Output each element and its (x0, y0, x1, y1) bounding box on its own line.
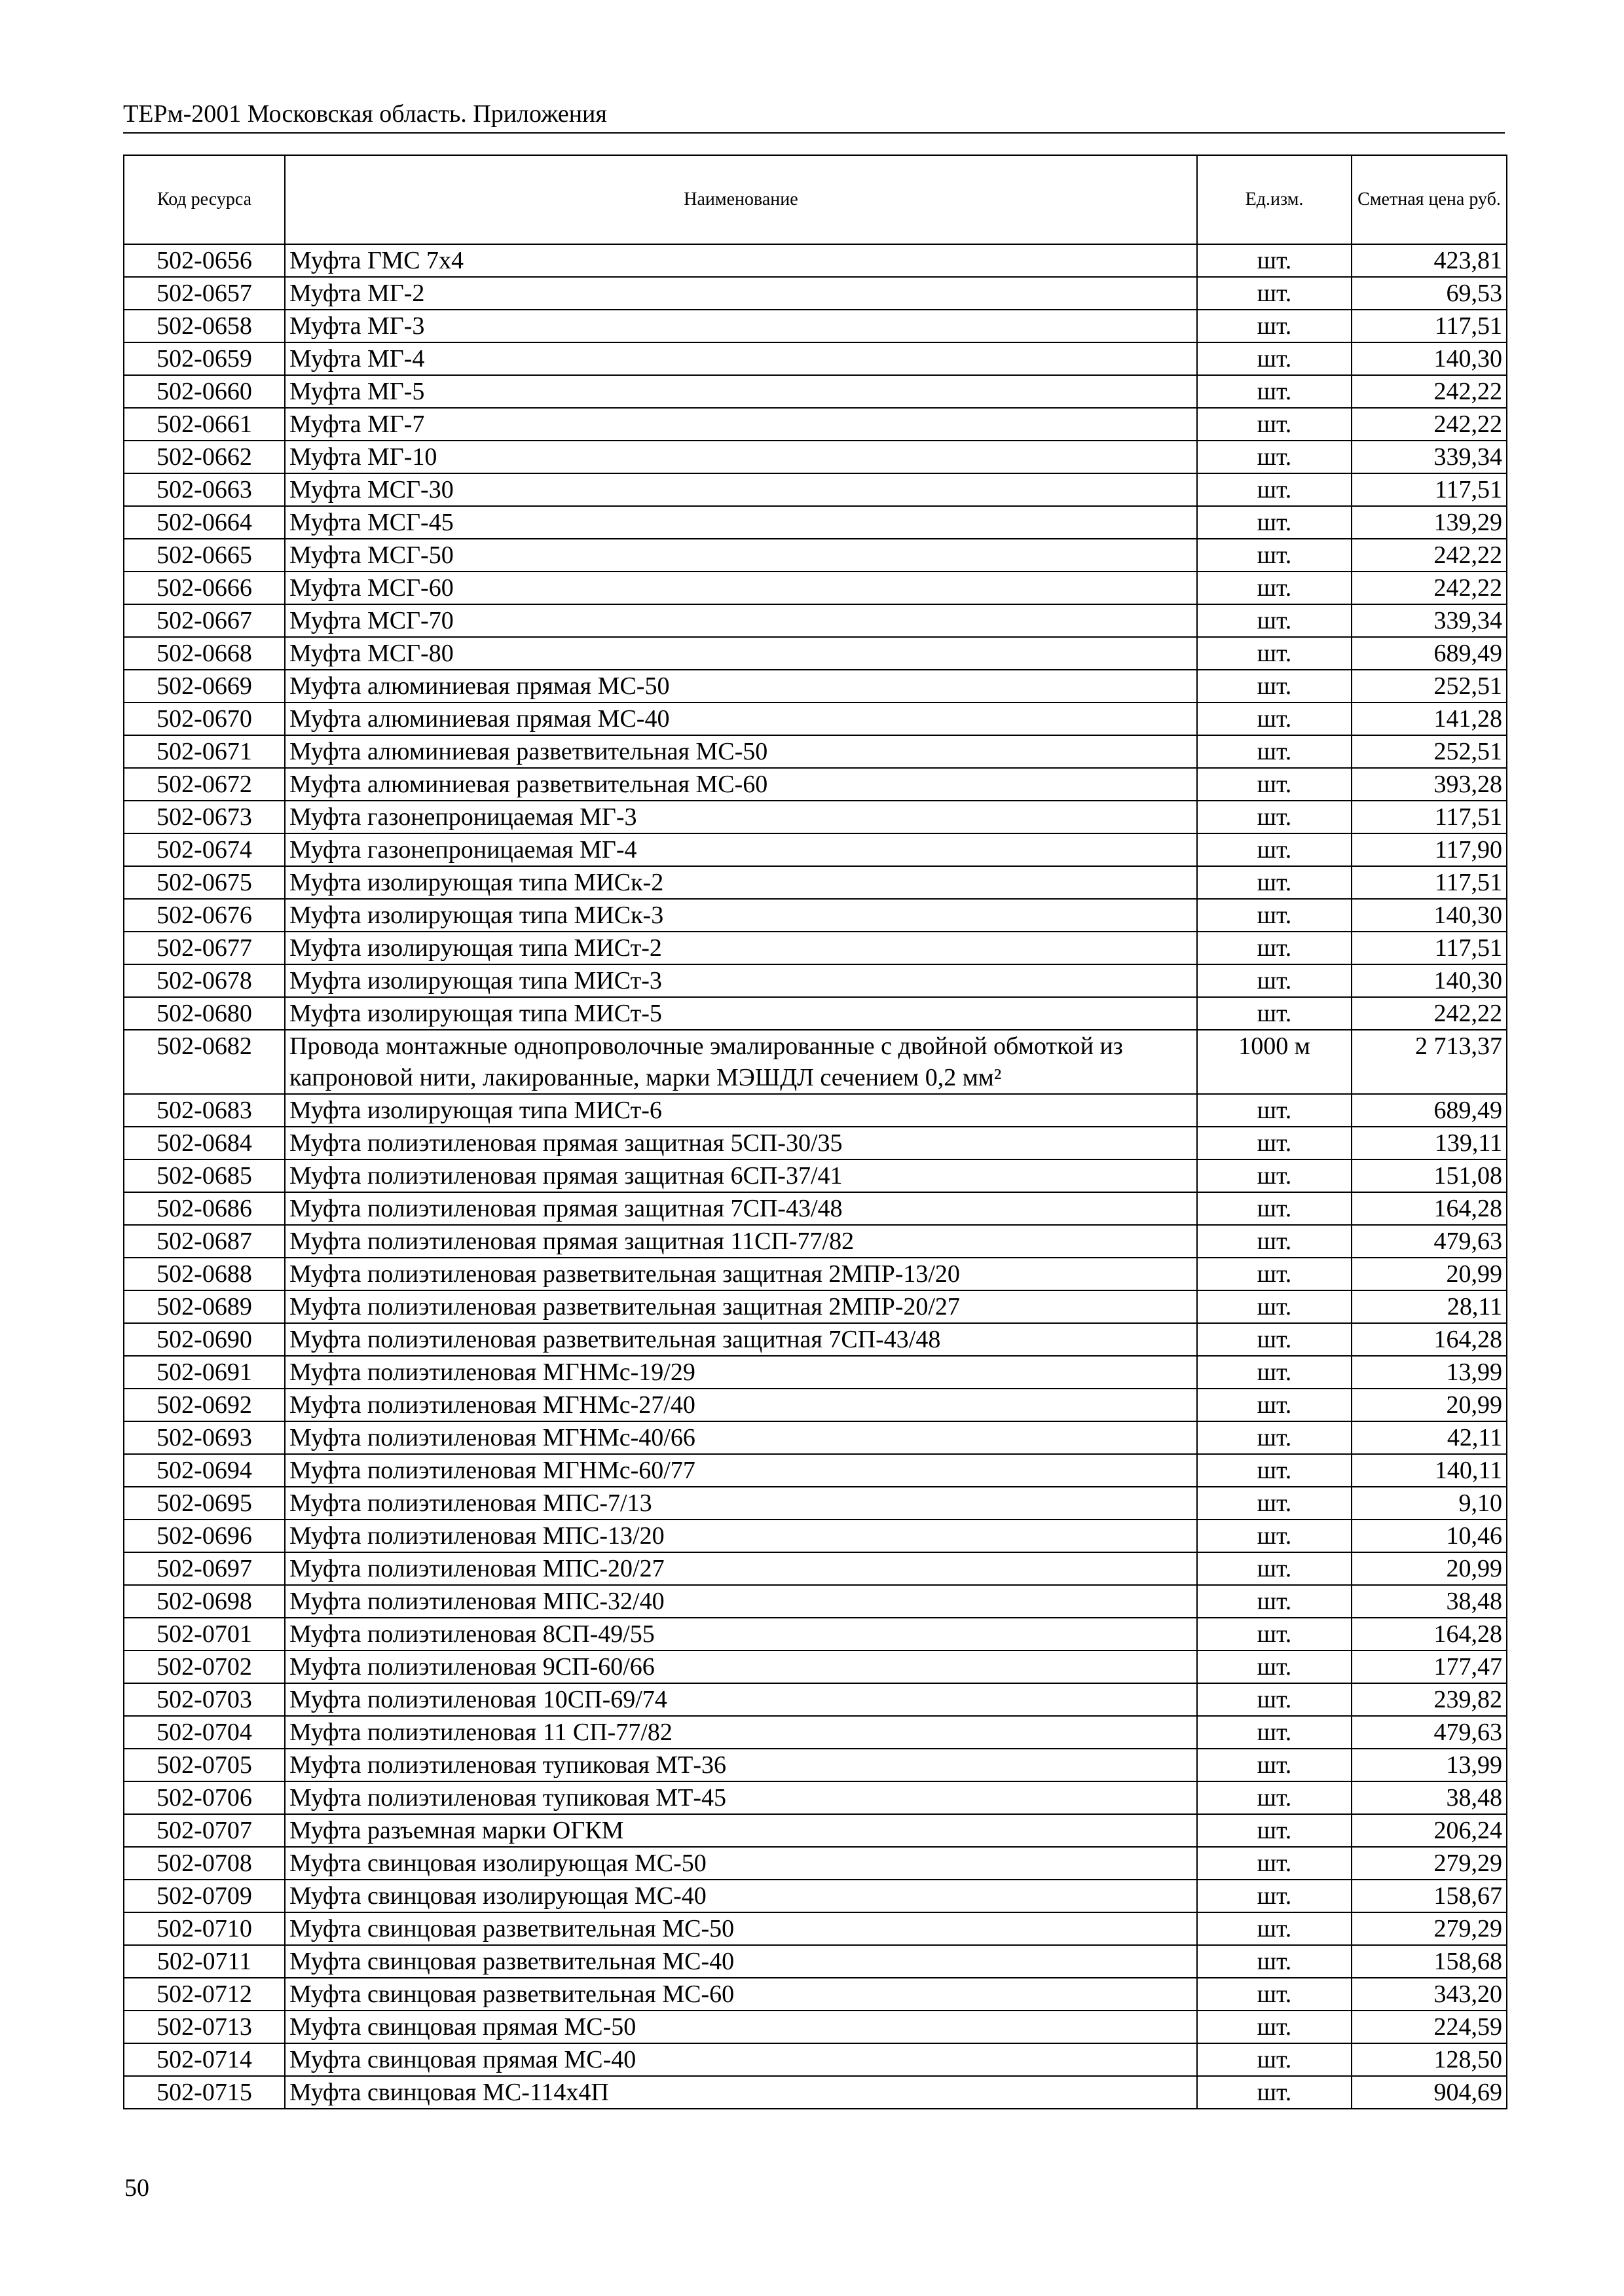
cell-name: Муфта газонепроницаемая МГ-3 (285, 801, 1197, 833)
cell-code: 502-0706 (124, 1781, 285, 1814)
cell-code: 502-0670 (124, 702, 285, 735)
cell-name: Муфта МГ-5 (285, 375, 1197, 408)
cell-unit: шт. (1197, 408, 1352, 441)
cell-price: 224,59 (1352, 2011, 1507, 2043)
cell-name: Муфта полиэтиленовая МГНМс-27/40 (285, 1389, 1197, 1421)
cell-name: Муфта полиэтиленовая разветвительная защитная 7СП-43/48 (285, 1323, 1197, 1356)
cell-code: 502-0691 (124, 1356, 285, 1389)
cell-code: 502-0701 (124, 1618, 285, 1650)
column-header-code: Код ресурса (124, 155, 285, 244)
table-row (124, 604, 1507, 637)
table-row (124, 768, 1507, 801)
cell-code: 502-0712 (124, 1978, 285, 2011)
cell-code: 502-0714 (124, 2043, 285, 2076)
cell-unit: шт. (1197, 670, 1352, 702)
table-row (124, 244, 1507, 277)
cell-price: 117,51 (1352, 866, 1507, 899)
table-header-row (124, 155, 1507, 244)
table-row (124, 2011, 1507, 2043)
cell-unit: шт. (1197, 1258, 1352, 1290)
cell-code: 502-0710 (124, 1912, 285, 1945)
cell-name: Муфта ГМС 7х4 (285, 244, 1197, 277)
cell-price: 38,48 (1352, 1781, 1507, 1814)
cell-name: Муфта полиэтиленовая МГНМс-19/29 (285, 1356, 1197, 1389)
table-row (124, 1880, 1507, 1912)
cell-price: 479,63 (1352, 1225, 1507, 1258)
cell-unit: шт. (1197, 899, 1352, 932)
cell-unit: шт. (1197, 866, 1352, 899)
cell-code: 502-0682 (124, 1030, 285, 1094)
cell-price: 117,51 (1352, 473, 1507, 506)
cell-unit: шт. (1197, 1847, 1352, 1880)
cell-name: Муфта МГ-3 (285, 310, 1197, 342)
cell-code: 502-0702 (124, 1650, 285, 1683)
cell-name: Муфта полиэтиленовая прямая защитная 7СП-43/48 (285, 1192, 1197, 1225)
table-row (124, 1912, 1507, 1945)
cell-price: 158,67 (1352, 1880, 1507, 1912)
cell-unit: шт. (1197, 539, 1352, 572)
cell-price: 393,28 (1352, 768, 1507, 801)
cell-name: Муфта изолирующая типа МИСт-2 (285, 932, 1197, 964)
cell-name: Муфта полиэтиленовая МПС-7/13 (285, 1487, 1197, 1520)
table-row (124, 1520, 1507, 1552)
table-row (124, 1683, 1507, 1716)
cell-unit: шт. (1197, 1356, 1352, 1389)
cell-code: 502-0685 (124, 1159, 285, 1192)
table-row (124, 866, 1507, 899)
table-row (124, 801, 1507, 833)
page-header (123, 98, 1505, 134)
cell-code: 502-0669 (124, 670, 285, 702)
cell-code: 502-0674 (124, 833, 285, 866)
cell-unit: шт. (1197, 1159, 1352, 1192)
cell-name: Муфта МГ-7 (285, 408, 1197, 441)
cell-name: Муфта полиэтиленовая 11 СП-77/82 (285, 1716, 1197, 1749)
cell-unit: шт. (1197, 1487, 1352, 1520)
cell-unit: шт. (1197, 375, 1352, 408)
cell-code: 502-0662 (124, 441, 285, 473)
cell-name: Муфта алюминиевая разветвительная МС-60 (285, 768, 1197, 801)
cell-unit: шт. (1197, 2043, 1352, 2076)
cell-code: 502-0697 (124, 1552, 285, 1585)
cell-price: 20,99 (1352, 1552, 1507, 1585)
cell-price: 239,82 (1352, 1683, 1507, 1716)
cell-name: Муфта свинцовая изолирующая МС-50 (285, 1847, 1197, 1880)
cell-code: 502-0707 (124, 1814, 285, 1847)
table-row (124, 310, 1507, 342)
cell-unit: шт. (1197, 768, 1352, 801)
table-row (124, 539, 1507, 572)
cell-price: 10,46 (1352, 1520, 1507, 1552)
cell-price: 117,90 (1352, 833, 1507, 866)
cell-code: 502-0666 (124, 572, 285, 604)
cell-code: 502-0684 (124, 1127, 285, 1159)
cell-price: 343,20 (1352, 1978, 1507, 2011)
cell-unit: шт. (1197, 1454, 1352, 1487)
cell-price: 140,11 (1352, 1454, 1507, 1487)
cell-unit: шт. (1197, 637, 1352, 670)
cell-code: 502-0711 (124, 1945, 285, 1978)
cell-unit: шт. (1197, 1389, 1352, 1421)
cell-price: 20,99 (1352, 1389, 1507, 1421)
cell-unit: шт. (1197, 1290, 1352, 1323)
cell-unit: шт. (1197, 1520, 1352, 1552)
cell-code: 502-0683 (124, 1094, 285, 1127)
cell-code: 502-0687 (124, 1225, 285, 1258)
cell-unit: шт. (1197, 441, 1352, 473)
price-table (123, 155, 1507, 2109)
cell-name: Муфта изолирующая типа МИСк-2 (285, 866, 1197, 899)
cell-unit: шт. (1197, 801, 1352, 833)
cell-name: Муфта полиэтиленовая разветвительная защитная 2МПР-20/27 (285, 1290, 1197, 1323)
cell-code: 502-0677 (124, 932, 285, 964)
cell-code: 502-0665 (124, 539, 285, 572)
cell-code: 502-0692 (124, 1389, 285, 1421)
cell-unit: шт. (1197, 1192, 1352, 1225)
cell-name: Муфта МГ-4 (285, 342, 1197, 375)
cell-name: Муфта изолирующая типа МИСт-3 (285, 964, 1197, 997)
cell-unit: шт. (1197, 964, 1352, 997)
cell-name: Муфта полиэтиленовая МПС-32/40 (285, 1585, 1197, 1618)
cell-unit: шт. (1197, 2076, 1352, 2109)
cell-unit: шт. (1197, 277, 1352, 310)
cell-price: 28,11 (1352, 1290, 1507, 1323)
cell-code: 502-0664 (124, 506, 285, 539)
cell-price: 164,28 (1352, 1192, 1507, 1225)
cell-price: 252,51 (1352, 735, 1507, 768)
cell-unit: шт. (1197, 1814, 1352, 1847)
cell-unit: шт. (1197, 1585, 1352, 1618)
cell-code: 502-0693 (124, 1421, 285, 1454)
cell-name: Муфта алюминиевая разветвительная МС-50 (285, 735, 1197, 768)
table-row (124, 670, 1507, 702)
table-row (124, 1585, 1507, 1618)
cell-code: 502-0704 (124, 1716, 285, 1749)
cell-name: Муфта алюминиевая прямая МС-40 (285, 702, 1197, 735)
table-row (124, 408, 1507, 441)
cell-code: 502-0663 (124, 473, 285, 506)
cell-unit: шт. (1197, 310, 1352, 342)
cell-code: 502-0705 (124, 1749, 285, 1781)
cell-name: Муфта свинцовая прямая МС-50 (285, 2011, 1197, 2043)
table-row (124, 1454, 1507, 1487)
cell-name: Муфта полиэтиленовая тупиковая МТ-45 (285, 1781, 1197, 1814)
cell-code: 502-0657 (124, 277, 285, 310)
cell-name: Муфта газонепроницаемая МГ-4 (285, 833, 1197, 866)
cell-price: 206,24 (1352, 1814, 1507, 1847)
cell-price: 117,51 (1352, 310, 1507, 342)
cell-price: 151,08 (1352, 1159, 1507, 1192)
cell-name: Муфта полиэтиленовая тупиковая МТ-36 (285, 1749, 1197, 1781)
table-row (124, 441, 1507, 473)
cell-price: 339,34 (1352, 604, 1507, 637)
cell-price: 13,99 (1352, 1749, 1507, 1781)
cell-name: Муфта полиэтиленовая МПС-13/20 (285, 1520, 1197, 1552)
cell-name: Муфта МСГ-50 (285, 539, 1197, 572)
table-row (124, 473, 1507, 506)
cell-name: Муфта изолирующая типа МИСт-6 (285, 1094, 1197, 1127)
cell-unit: шт. (1197, 1880, 1352, 1912)
cell-name: Муфта полиэтиленовая 8СП-49/55 (285, 1618, 1197, 1650)
cell-code: 502-0673 (124, 801, 285, 833)
cell-unit: шт. (1197, 506, 1352, 539)
cell-price: 242,22 (1352, 572, 1507, 604)
table-row (124, 1258, 1507, 1290)
cell-code: 502-0689 (124, 1290, 285, 1323)
cell-price: 689,49 (1352, 1094, 1507, 1127)
cell-name: Муфта свинцовая разветвительная МС-60 (285, 1978, 1197, 2011)
cell-unit: шт. (1197, 1912, 1352, 1945)
table-row (124, 1487, 1507, 1520)
cell-unit: шт. (1197, 735, 1352, 768)
cell-code: 502-0680 (124, 997, 285, 1030)
cell-unit: шт. (1197, 833, 1352, 866)
table-row (124, 1030, 1507, 1094)
cell-code: 502-0671 (124, 735, 285, 768)
table-row (124, 997, 1507, 1030)
cell-code: 502-0667 (124, 604, 285, 637)
cell-unit: шт. (1197, 1683, 1352, 1716)
cell-unit: шт. (1197, 1127, 1352, 1159)
cell-code: 502-0688 (124, 1258, 285, 1290)
cell-name: Муфта полиэтиленовая разветвительная защитная 2МПР-13/20 (285, 1258, 1197, 1290)
table-row (124, 899, 1507, 932)
cell-price: 140,30 (1352, 964, 1507, 997)
cell-name: Муфта МСГ-60 (285, 572, 1197, 604)
cell-name: Муфта свинцовая МС-114х4П (285, 2076, 1197, 2109)
table-row (124, 277, 1507, 310)
table-row (124, 375, 1507, 408)
cell-price: 140,30 (1352, 342, 1507, 375)
table-row (124, 1749, 1507, 1781)
table-row (124, 1323, 1507, 1356)
cell-unit: шт. (1197, 1945, 1352, 1978)
cell-price: 904,69 (1352, 2076, 1507, 2109)
cell-code: 502-0668 (124, 637, 285, 670)
table-row (124, 1421, 1507, 1454)
cell-price: 164,28 (1352, 1618, 1507, 1650)
cell-price: 689,49 (1352, 637, 1507, 670)
cell-unit: шт. (1197, 1323, 1352, 1356)
table-row (124, 342, 1507, 375)
cell-name: Муфта полиэтиленовая МГНМс-60/77 (285, 1454, 1197, 1487)
table-row (124, 702, 1507, 735)
cell-code: 502-0708 (124, 1847, 285, 1880)
cell-name: Муфта свинцовая изолирующая МС-40 (285, 1880, 1197, 1912)
table-row (124, 1978, 1507, 2011)
cell-price: 13,99 (1352, 1356, 1507, 1389)
table-row (124, 1781, 1507, 1814)
cell-name: Муфта алюминиевая прямая МС-50 (285, 670, 1197, 702)
cell-code: 502-0713 (124, 2011, 285, 2043)
cell-code: 502-0675 (124, 866, 285, 899)
cell-name: Муфта полиэтиленовая 9СП-60/66 (285, 1650, 1197, 1683)
cell-unit: шт. (1197, 473, 1352, 506)
cell-code: 502-0698 (124, 1585, 285, 1618)
table-row (124, 1814, 1507, 1847)
table-row (124, 1618, 1507, 1650)
column-header-name: Наименование (285, 155, 1197, 244)
cell-name: Муфта полиэтиленовая 10СП-69/74 (285, 1683, 1197, 1716)
cell-name: Муфта МСГ-45 (285, 506, 1197, 539)
table-row (124, 1650, 1507, 1683)
cell-price: 279,29 (1352, 1847, 1507, 1880)
cell-name: Муфта полиэтиленовая прямая защитная 11СП-77/82 (285, 1225, 1197, 1258)
cell-unit: шт. (1197, 1421, 1352, 1454)
cell-price: 69,53 (1352, 277, 1507, 310)
cell-unit: шт. (1197, 2011, 1352, 2043)
cell-price: 38,48 (1352, 1585, 1507, 1618)
cell-price: 252,51 (1352, 670, 1507, 702)
cell-unit: шт. (1197, 702, 1352, 735)
cell-code: 502-0695 (124, 1487, 285, 1520)
table-row (124, 2076, 1507, 2109)
table-row (124, 735, 1507, 768)
cell-price: 2 713,37 (1352, 1030, 1507, 1094)
cell-price: 117,51 (1352, 801, 1507, 833)
cell-unit: шт. (1197, 1978, 1352, 2011)
cell-price: 242,22 (1352, 375, 1507, 408)
column-header-price: Сметная цена руб. (1352, 155, 1507, 244)
table-body (124, 244, 1507, 2109)
cell-unit: шт. (1197, 1781, 1352, 1814)
cell-unit: шт. (1197, 244, 1352, 277)
cell-unit: шт. (1197, 1225, 1352, 1258)
cell-price: 164,28 (1352, 1323, 1507, 1356)
cell-unit: шт. (1197, 1094, 1352, 1127)
table-row (124, 506, 1507, 539)
cell-price: 479,63 (1352, 1716, 1507, 1749)
cell-price: 339,34 (1352, 441, 1507, 473)
cell-code: 502-0661 (124, 408, 285, 441)
table-row (124, 572, 1507, 604)
page-header-title: ТЕРм-2001 Московская область. Приложения (123, 100, 607, 128)
cell-name: Муфта полиэтиленовая прямая защитная 6СП-37/41 (285, 1159, 1197, 1192)
table-row (124, 1290, 1507, 1323)
cell-unit: шт. (1197, 997, 1352, 1030)
cell-code: 502-0672 (124, 768, 285, 801)
price-table-container (123, 155, 1506, 2109)
cell-name: Муфта изолирующая типа МИСт-5 (285, 997, 1197, 1030)
cell-price: 42,11 (1352, 1421, 1507, 1454)
table-row (124, 1716, 1507, 1749)
page-number: 50 (124, 2174, 149, 2202)
cell-price: 242,22 (1352, 539, 1507, 572)
cell-unit: шт. (1197, 1618, 1352, 1650)
cell-name: Муфта МГ-2 (285, 277, 1197, 310)
table-row (124, 833, 1507, 866)
cell-price: 279,29 (1352, 1912, 1507, 1945)
cell-price: 9,10 (1352, 1487, 1507, 1520)
cell-price: 158,68 (1352, 1945, 1507, 1978)
cell-unit: шт. (1197, 342, 1352, 375)
cell-code: 502-0703 (124, 1683, 285, 1716)
cell-price: 128,50 (1352, 2043, 1507, 2076)
cell-price: 140,30 (1352, 899, 1507, 932)
cell-unit: 1000 м (1197, 1030, 1352, 1094)
cell-code: 502-0676 (124, 899, 285, 932)
cell-code: 502-0715 (124, 2076, 285, 2109)
cell-unit: шт. (1197, 572, 1352, 604)
cell-unit: шт. (1197, 1552, 1352, 1585)
cell-unit: шт. (1197, 1716, 1352, 1749)
cell-name: Провода монтажные однопроволочные эмалированные с двойной обмоткой из капроновой нити, лакированные, марки МЭШДЛ сечением 0,2 мм² (285, 1030, 1197, 1094)
cell-code: 502-0686 (124, 1192, 285, 1225)
cell-name: Муфта разъемная марки ОГКМ (285, 1814, 1197, 1847)
cell-unit: шт. (1197, 1650, 1352, 1683)
cell-code: 502-0696 (124, 1520, 285, 1552)
cell-name: Муфта МГ-10 (285, 441, 1197, 473)
cell-name: Муфта свинцовая разветвительная МС-40 (285, 1945, 1197, 1978)
cell-unit: шт. (1197, 604, 1352, 637)
cell-code: 502-0694 (124, 1454, 285, 1487)
cell-code: 502-0656 (124, 244, 285, 277)
table-row (124, 1552, 1507, 1585)
cell-name: Муфта свинцовая прямая МС-40 (285, 2043, 1197, 2076)
table-row (124, 2043, 1507, 2076)
table-row (124, 1094, 1507, 1127)
cell-price: 423,81 (1352, 244, 1507, 277)
table-row (124, 932, 1507, 964)
cell-price: 141,28 (1352, 702, 1507, 735)
cell-code: 502-0659 (124, 342, 285, 375)
cell-unit: шт. (1197, 932, 1352, 964)
table-row (124, 637, 1507, 670)
cell-price: 117,51 (1352, 932, 1507, 964)
cell-name: Муфта полиэтиленовая МПС-20/27 (285, 1552, 1197, 1585)
table-row (124, 1127, 1507, 1159)
cell-price: 139,11 (1352, 1127, 1507, 1159)
cell-code: 502-0658 (124, 310, 285, 342)
cell-code: 502-0709 (124, 1880, 285, 1912)
column-header-unit: Ед.изм. (1197, 155, 1352, 244)
cell-name: Муфта МСГ-70 (285, 604, 1197, 637)
table-row (124, 1847, 1507, 1880)
cell-code: 502-0660 (124, 375, 285, 408)
table-row (124, 1389, 1507, 1421)
table-row (124, 1225, 1507, 1258)
cell-name: Муфта полиэтиленовая прямая защитная 5СП-30/35 (285, 1127, 1197, 1159)
cell-price: 242,22 (1352, 408, 1507, 441)
cell-name: Муфта свинцовая разветвительная МС-50 (285, 1912, 1197, 1945)
table-row (124, 964, 1507, 997)
cell-code: 502-0690 (124, 1323, 285, 1356)
cell-name: Муфта изолирующая типа МИСк-3 (285, 899, 1197, 932)
cell-name: Муфта МСГ-30 (285, 473, 1197, 506)
cell-price: 139,29 (1352, 506, 1507, 539)
table-row (124, 1159, 1507, 1192)
cell-price: 20,99 (1352, 1258, 1507, 1290)
table-row (124, 1945, 1507, 1978)
cell-price: 242,22 (1352, 997, 1507, 1030)
cell-unit: шт. (1197, 1749, 1352, 1781)
table-row (124, 1192, 1507, 1225)
cell-name: Муфта полиэтиленовая МГНМс-40/66 (285, 1421, 1197, 1454)
cell-code: 502-0678 (124, 964, 285, 997)
cell-name: Муфта МСГ-80 (285, 637, 1197, 670)
table-row (124, 1356, 1507, 1389)
cell-price: 177,47 (1352, 1650, 1507, 1683)
